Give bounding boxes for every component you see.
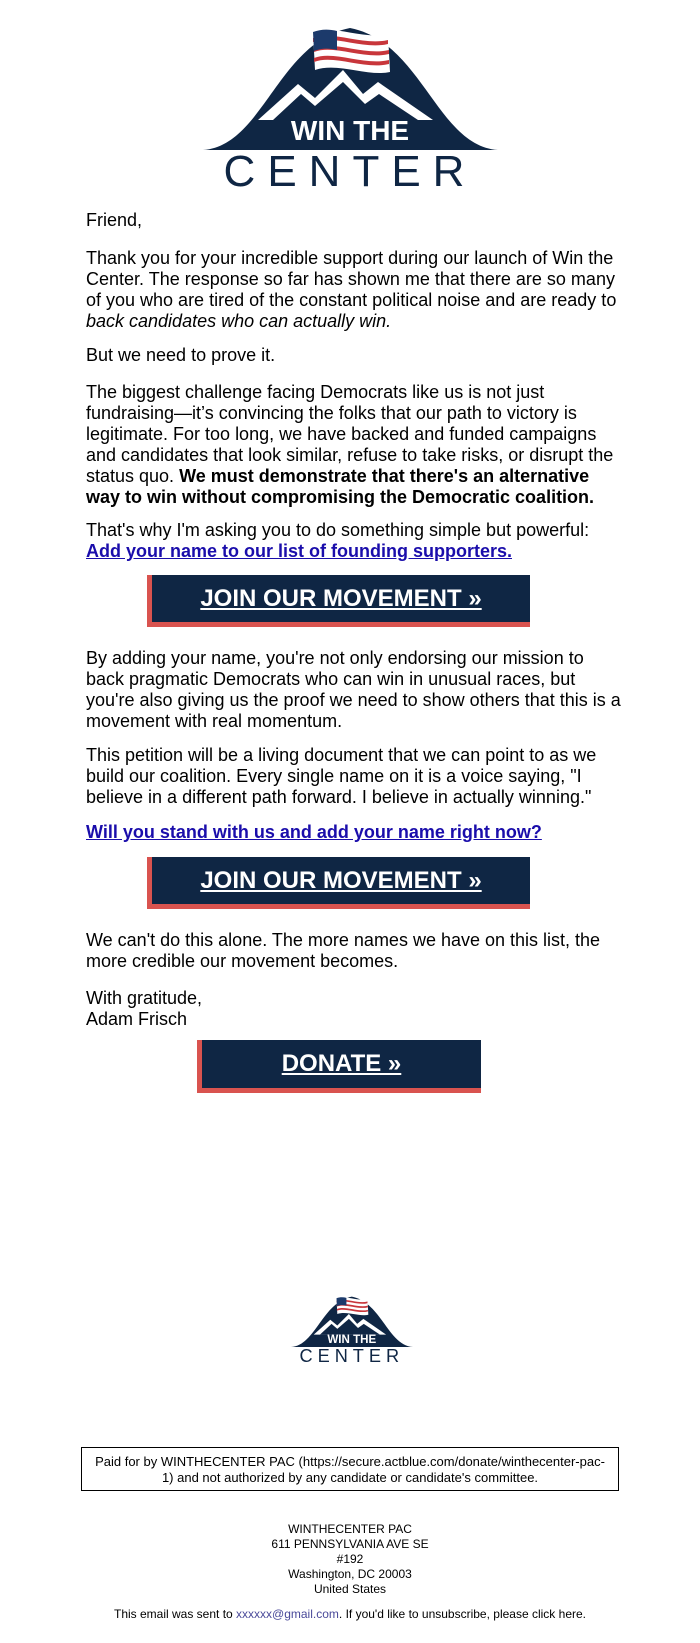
paragraph-2: But we need to prove it. (86, 345, 276, 365)
address-line: 611 PENNSYLVANIA AVE SE (271, 1537, 429, 1551)
paragraph-6: This petition will be a living document that we can point to as we build our coalition. Every single name on it is a voice saying, "I believe in a different path forward. I believe in actually winning." (86, 745, 597, 807)
flag-icon (313, 30, 390, 73)
donate-button[interactable]: DONATE » (197, 1040, 481, 1093)
win-the-center-logo (203, 22, 498, 198)
paragraph-4-text: That's why I'm asking you to do something simple but powerful: (86, 520, 590, 540)
footer-logo-line2: CENTER (299, 1345, 405, 1366)
signature: Adam Frisch (86, 1009, 188, 1029)
paragraph-5: By adding your name, you're not only endorsing our mission to back pragmatic Democrats who can win in unusual races, but you're also giving us the proof we need to show others that this is a movement with real momentum. (86, 648, 621, 731)
paragraph-8: We can't do this alone. The more names we have on this list, the more credible our movement becomes. (86, 930, 601, 971)
paragraph-3-text: The biggest challenge facing Democrats like us is not just fundraising—it’s convincing the folks that our path to victory is legitimate. For too long, we have backed and funded campaigns and candidates that look similar, refuse to take risks, or disrupt the status quo. (86, 382, 614, 486)
signoff: With gratitude, (86, 988, 203, 1008)
address-line: United States (313, 1582, 387, 1596)
unsubscribe-notice (0, 1607, 700, 1621)
paragraph-1-text: Thank you for your incredible support during our launch of Win the Center. The response so far has shown me that there are so many of you who are tired of the constant political noise and are ready to (86, 248, 617, 310)
paragraph-7 (86, 822, 621, 843)
sent-to-prefix: This email was sent to (113, 1607, 237, 1621)
greeting: Friend, (86, 210, 143, 230)
address-line: WINTHECENTER PAC (288, 1522, 412, 1536)
stand-with-us-link[interactable]: Will you stand with us and add your name right now? (86, 822, 542, 842)
footer-flag-icon (336, 1297, 368, 1315)
logo-line1: WIN THE (290, 115, 410, 146)
paragraph-3 (86, 382, 621, 508)
paragraph-4 (86, 520, 621, 562)
unsubscribe-text[interactable]: . If you'd like to unsubscribe, please click here. (338, 1607, 586, 1621)
address-line: Washington, DC 20003 (288, 1567, 412, 1581)
recipient-email: xxxxxx@gmail.com (236, 1607, 339, 1621)
add-name-link[interactable]: Add your name to our list of founding supporters. (86, 541, 512, 561)
join-movement-button-1[interactable]: JOIN OUR MOVEMENT » (147, 575, 530, 627)
address-line: #192 (336, 1552, 364, 1566)
footer-logo (291, 1293, 413, 1368)
paragraph-1 (86, 248, 621, 332)
paragraph-3-bold: We must demonstrate that there's an alternative way to win without compromising the Democratic coalition. (86, 466, 595, 507)
paid-for-disclaimer: Paid for by WINTHECENTER PAC (https://secure.actblue.com/donate/winthecenter-pac-1) and not authorized by any candidate or candidate's committee. (81, 1447, 619, 1491)
logo-line2: CENTER (223, 147, 477, 196)
footer-logo-line1: WIN THE (327, 1333, 377, 1346)
mailing-address (0, 1522, 700, 1597)
join-movement-button-2[interactable]: JOIN OUR MOVEMENT » (147, 857, 530, 909)
paragraph-1-emphasis: back candidates who can actually win. (86, 311, 392, 331)
